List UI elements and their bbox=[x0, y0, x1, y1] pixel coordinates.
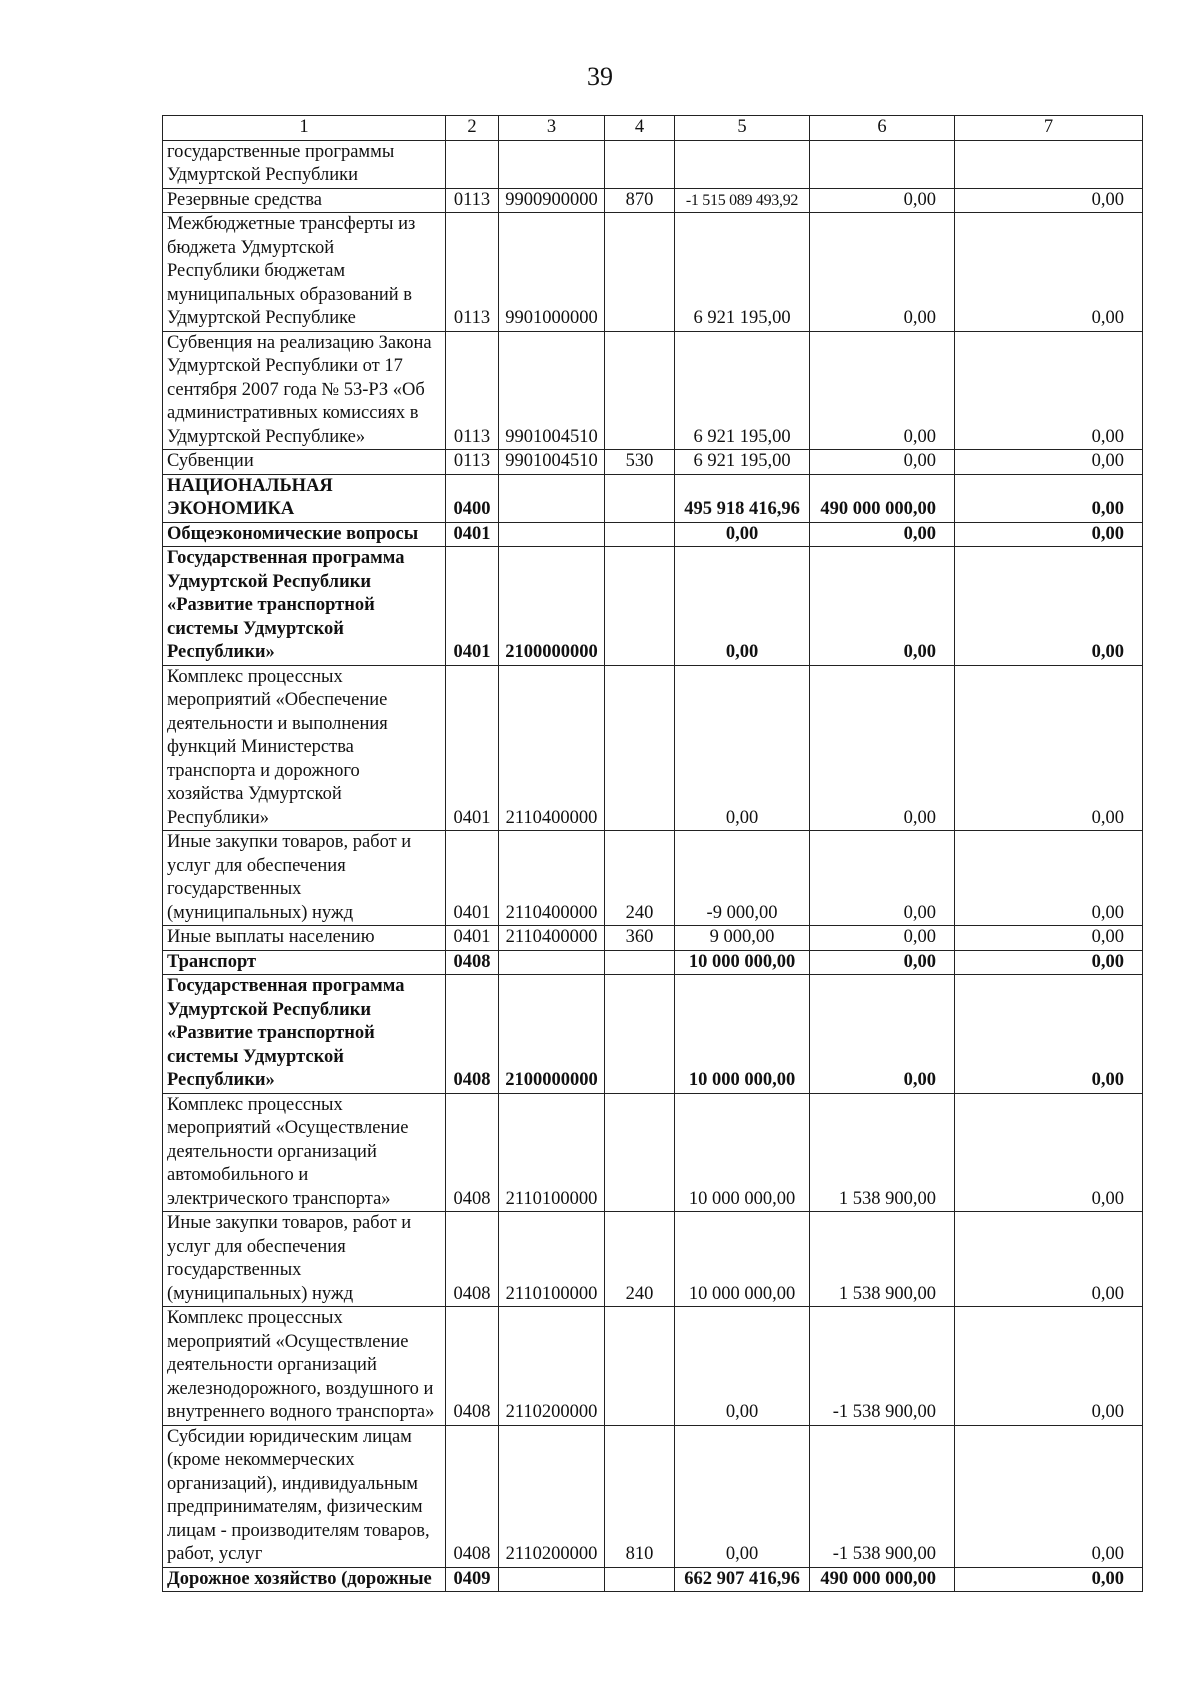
row-target-article-cell: 2100000000 bbox=[499, 975, 605, 1094]
row-name-cell: Комплекс процессных мероприятий «Осуществление деятельности организаций автомобильного и электрического транспорта» bbox=[163, 1093, 446, 1212]
row-target-article-cell bbox=[499, 140, 605, 188]
row-amount-col6-cell: -1 538 900,00 bbox=[810, 1307, 955, 1426]
row-name-cell: Резервные средства bbox=[163, 188, 446, 213]
table-row bbox=[163, 188, 1143, 213]
row-name-cell: Иные закупки товаров, работ и услуг для обеспечения государственных (муниципальных) нужд bbox=[163, 831, 446, 926]
row-expense-type-cell bbox=[605, 547, 675, 666]
table-row bbox=[163, 474, 1143, 522]
table-row bbox=[163, 665, 1143, 831]
row-amount-col6-cell: 0,00 bbox=[810, 831, 955, 926]
row-name-cell: Дорожное хозяйство (дорожные bbox=[163, 1567, 446, 1592]
row-name-cell: НАЦИОНАЛЬНАЯ ЭКОНОМИКА bbox=[163, 474, 446, 522]
row-target-article-cell: 9901004510 bbox=[499, 331, 605, 450]
row-target-article-cell: 2110200000 bbox=[499, 1425, 605, 1567]
col-header-2: 2 bbox=[446, 116, 499, 141]
row-expense-type-cell bbox=[605, 140, 675, 188]
row-amount-col7-cell: 0,00 bbox=[955, 1093, 1143, 1212]
table-row bbox=[163, 926, 1143, 951]
row-amount-col6-cell: 0,00 bbox=[810, 188, 955, 213]
col-header-5: 5 bbox=[675, 116, 810, 141]
row-amount-col5-cell: 9 000,00 bbox=[675, 926, 810, 951]
row-amount-col5-cell bbox=[675, 140, 810, 188]
row-amount-col6-cell: 0,00 bbox=[810, 926, 955, 951]
row-amount-col6-cell: 0,00 bbox=[810, 522, 955, 547]
row-amount-col5-cell: 10 000 000,00 bbox=[675, 950, 810, 975]
row-name-cell: Транспорт bbox=[163, 950, 446, 975]
row-amount-col7-cell: 0,00 bbox=[955, 213, 1143, 332]
row-amount-col7-cell: 0,00 bbox=[955, 950, 1143, 975]
table-row bbox=[163, 140, 1143, 188]
row-target-article-cell: 9900900000 bbox=[499, 188, 605, 213]
row-amount-col5-cell: 6 921 195,00 bbox=[675, 331, 810, 450]
row-name-cell: Государственная программа Удмуртской Республики «Развитие транспортной системы Удмуртской Республики» bbox=[163, 547, 446, 666]
row-name-cell: Комплекс процессных мероприятий «Осуществление деятельности организаций железнодорожного, воздушного и внутреннего водного транспорта» bbox=[163, 1307, 446, 1426]
row-section-code-cell: 0408 bbox=[446, 975, 499, 1094]
row-amount-col5-cell: 6 921 195,00 bbox=[675, 450, 810, 475]
row-target-article-cell: 2110100000 bbox=[499, 1212, 605, 1307]
row-expense-type-cell: 530 bbox=[605, 450, 675, 475]
row-target-article-cell: 9901000000 bbox=[499, 213, 605, 332]
row-amount-col7-cell: 0,00 bbox=[955, 831, 1143, 926]
row-amount-col7-cell: 0,00 bbox=[955, 474, 1143, 522]
row-expense-type-cell bbox=[605, 474, 675, 522]
row-name-cell: Субвенция на реализацию Закона Удмуртской Республики от 17 сентября 2007 года № 53-РЗ «Об административных комиссиях в Удмуртской Республике» bbox=[163, 331, 446, 450]
row-amount-col6-cell: 0,00 bbox=[810, 213, 955, 332]
row-amount-col6-cell: 0,00 bbox=[810, 331, 955, 450]
row-amount-col5-cell: 495 918 416,96 bbox=[675, 474, 810, 522]
table-row bbox=[163, 1567, 1143, 1592]
row-target-article-cell bbox=[499, 1567, 605, 1592]
row-target-article-cell bbox=[499, 522, 605, 547]
col-header-3: 3 bbox=[499, 116, 605, 141]
table-body bbox=[163, 140, 1143, 1592]
row-expense-type-cell bbox=[605, 213, 675, 332]
row-amount-col5-cell: 10 000 000,00 bbox=[675, 975, 810, 1094]
row-expense-type-cell bbox=[605, 665, 675, 831]
row-amount-col6-cell: 490 000 000,00 bbox=[810, 474, 955, 522]
col-header-6: 6 bbox=[810, 116, 955, 141]
row-expense-type-cell: 810 bbox=[605, 1425, 675, 1567]
row-name-cell: Субвенции bbox=[163, 450, 446, 475]
row-target-article-cell: 2110400000 bbox=[499, 831, 605, 926]
row-amount-col6-cell: 0,00 bbox=[810, 547, 955, 666]
row-target-article-cell: 2100000000 bbox=[499, 547, 605, 666]
row-name-cell: государственные программы Удмуртской Республики bbox=[163, 140, 446, 188]
row-name-cell: Субсидии юридическим лицам (кроме некоммерческих организаций), индивидуальным предпринимателям, физическим лицам - производителям товаров, работ, услуг bbox=[163, 1425, 446, 1567]
row-section-code-cell: 0408 bbox=[446, 1093, 499, 1212]
row-section-code-cell: 0408 bbox=[446, 1212, 499, 1307]
row-amount-col5-cell: 0,00 bbox=[675, 665, 810, 831]
row-amount-col6-cell: 0,00 bbox=[810, 450, 955, 475]
table-row bbox=[163, 975, 1143, 1094]
table-row bbox=[163, 1093, 1143, 1212]
row-amount-col5-cell: 0,00 bbox=[675, 522, 810, 547]
row-section-code-cell: 0408 bbox=[446, 1425, 499, 1567]
row-target-article-cell: 2110200000 bbox=[499, 1307, 605, 1426]
row-expense-type-cell: 240 bbox=[605, 1212, 675, 1307]
row-section-code-cell: 0113 bbox=[446, 213, 499, 332]
row-name-cell: Государственная программа Удмуртской Республики «Развитие транспортной системы Удмуртской Республики» bbox=[163, 975, 446, 1094]
row-section-code-cell: 0400 bbox=[446, 474, 499, 522]
row-amount-col6-cell: 1 538 900,00 bbox=[810, 1093, 955, 1212]
row-section-code-cell bbox=[446, 140, 499, 188]
col-header-7: 7 bbox=[955, 116, 1143, 141]
budget-table bbox=[162, 115, 1143, 1592]
table-row bbox=[163, 1307, 1143, 1426]
row-amount-col7-cell: 0,00 bbox=[955, 1567, 1143, 1592]
row-amount-col5-cell: 10 000 000,00 bbox=[675, 1093, 810, 1212]
row-amount-col7-cell: 0,00 bbox=[955, 547, 1143, 666]
row-amount-col7-cell: 0,00 bbox=[955, 331, 1143, 450]
row-amount-col6-cell: 0,00 bbox=[810, 665, 955, 831]
row-section-code-cell: 0408 bbox=[446, 1307, 499, 1426]
table-row bbox=[163, 831, 1143, 926]
row-expense-type-cell: 360 bbox=[605, 926, 675, 951]
row-section-code-cell: 0113 bbox=[446, 450, 499, 475]
row-expense-type-cell bbox=[605, 975, 675, 1094]
row-expense-type-cell bbox=[605, 522, 675, 547]
row-section-code-cell: 0401 bbox=[446, 665, 499, 831]
row-section-code-cell: 0401 bbox=[446, 522, 499, 547]
row-target-article-cell: 2110100000 bbox=[499, 1093, 605, 1212]
row-amount-col5-cell: 0,00 bbox=[675, 1307, 810, 1426]
table-row bbox=[163, 1425, 1143, 1567]
row-target-article-cell: 2110400000 bbox=[499, 665, 605, 831]
row-amount-col6-cell: 0,00 bbox=[810, 950, 955, 975]
row-amount-col7-cell: 0,00 bbox=[955, 665, 1143, 831]
row-amount-col6-cell: 490 000 000,00 bbox=[810, 1567, 955, 1592]
row-amount-col5-cell: 662 907 416,96 bbox=[675, 1567, 810, 1592]
row-amount-col5-cell: 6 921 195,00 bbox=[675, 213, 810, 332]
row-amount-col7-cell: 0,00 bbox=[955, 1307, 1143, 1426]
table-row bbox=[163, 331, 1143, 450]
row-amount-col5-cell: -9 000,00 bbox=[675, 831, 810, 926]
row-expense-type-cell bbox=[605, 1567, 675, 1592]
page-number: 39 bbox=[587, 62, 613, 91]
row-amount-col5-cell: 0,00 bbox=[675, 1425, 810, 1567]
row-section-code-cell: 0401 bbox=[446, 926, 499, 951]
row-expense-type-cell bbox=[605, 331, 675, 450]
row-amount-col6-cell bbox=[810, 140, 955, 188]
row-expense-type-cell: 240 bbox=[605, 831, 675, 926]
table-row bbox=[163, 450, 1143, 475]
row-expense-type-cell: 870 bbox=[605, 188, 675, 213]
row-target-article-cell: 2110400000 bbox=[499, 926, 605, 951]
row-amount-col7-cell: 0,00 bbox=[955, 1425, 1143, 1567]
row-name-cell: Иные закупки товаров, работ и услуг для обеспечения государственных (муниципальных) нужд bbox=[163, 1212, 446, 1307]
col-header-4: 4 bbox=[605, 116, 675, 141]
row-amount-col7-cell bbox=[955, 140, 1143, 188]
row-amount-col7-cell: 0,00 bbox=[955, 522, 1143, 547]
row-amount-col7-cell: 0,00 bbox=[955, 450, 1143, 475]
row-amount-col5-cell: 0,00 bbox=[675, 547, 810, 666]
row-expense-type-cell bbox=[605, 1093, 675, 1212]
row-expense-type-cell bbox=[605, 950, 675, 975]
row-section-code-cell: 0401 bbox=[446, 831, 499, 926]
row-name-cell: Иные выплаты населению bbox=[163, 926, 446, 951]
row-section-code-cell: 0401 bbox=[446, 547, 499, 666]
row-amount-col7-cell: 0,00 bbox=[955, 975, 1143, 1094]
row-section-code-cell: 0113 bbox=[446, 331, 499, 450]
table-header-row bbox=[163, 116, 1143, 141]
row-amount-col7-cell: 0,00 bbox=[955, 926, 1143, 951]
row-target-article-cell: 9901004510 bbox=[499, 450, 605, 475]
row-name-cell: Общеэкономические вопросы bbox=[163, 522, 446, 547]
row-section-code-cell: 0409 bbox=[446, 1567, 499, 1592]
row-target-article-cell bbox=[499, 474, 605, 522]
col-header-1: 1 bbox=[163, 116, 446, 141]
row-section-code-cell: 0408 bbox=[446, 950, 499, 975]
row-amount-col5-cell: -1 515 089 493,92 bbox=[675, 188, 810, 213]
row-amount-col7-cell: 0,00 bbox=[955, 188, 1143, 213]
row-amount-col5-cell: 10 000 000,00 bbox=[675, 1212, 810, 1307]
row-expense-type-cell bbox=[605, 1307, 675, 1426]
table-row bbox=[163, 522, 1143, 547]
table-row bbox=[163, 1212, 1143, 1307]
row-amount-col6-cell: -1 538 900,00 bbox=[810, 1425, 955, 1567]
row-name-cell: Межбюджетные трансферты из бюджета Удмуртской Республики бюджетам муниципальных образований в Удмуртской Республике bbox=[163, 213, 446, 332]
table-row bbox=[163, 950, 1143, 975]
table-row bbox=[163, 547, 1143, 666]
row-target-article-cell bbox=[499, 950, 605, 975]
row-section-code-cell: 0113 bbox=[446, 188, 499, 213]
table-row bbox=[163, 213, 1143, 332]
row-name-cell: Комплекс процессных мероприятий «Обеспечение деятельности и выполнения функций Министерства транспорта и дорожного хозяйства Удмуртской Республики» bbox=[163, 665, 446, 831]
row-amount-col7-cell: 0,00 bbox=[955, 1212, 1143, 1307]
row-amount-col6-cell: 1 538 900,00 bbox=[810, 1212, 955, 1307]
row-amount-col6-cell: 0,00 bbox=[810, 975, 955, 1094]
